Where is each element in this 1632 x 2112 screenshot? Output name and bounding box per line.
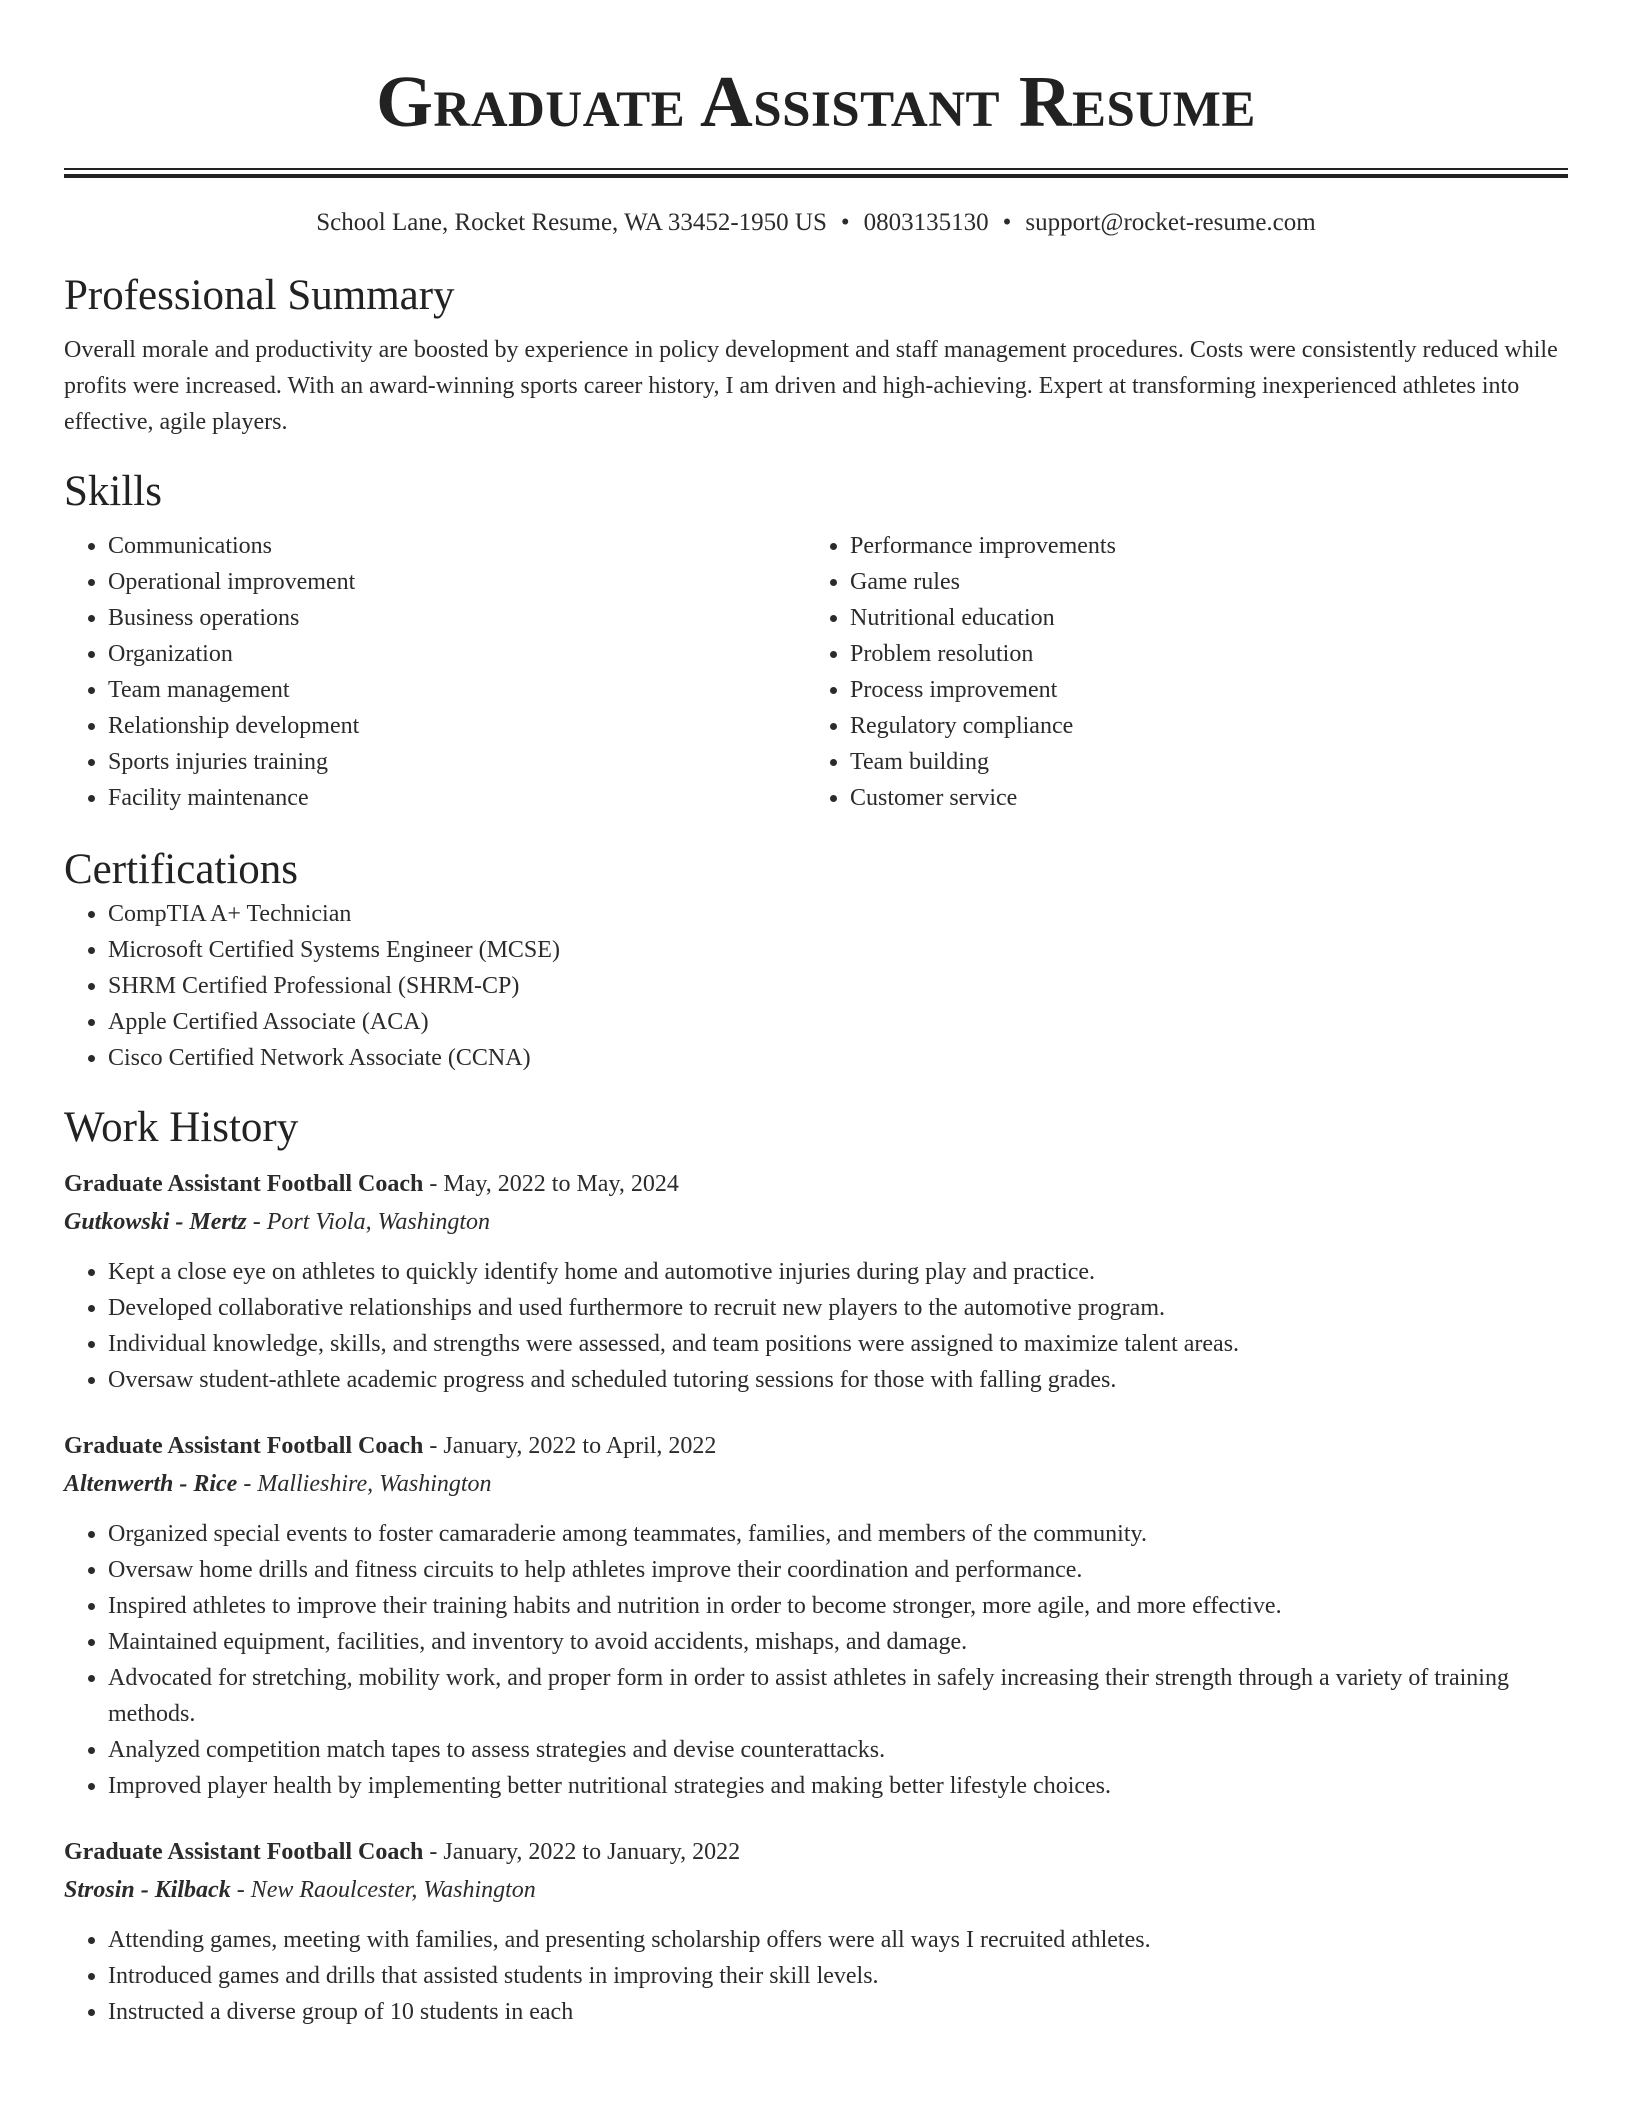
job-duties-list [64,1516,1568,1804]
job-entry [64,1166,1568,1398]
skills-heading: Skills [64,468,162,515]
skill-item: • Organization [108,636,806,672]
job-title: Graduate Assistant Football Coach [64,1433,424,1459]
company-name: Altenwerth - Rice [64,1471,238,1497]
skill-item: • Relationship development [108,708,806,744]
certification-item: • Microsoft Certified Systems Engineer (MCSE) [108,932,1568,968]
contact-separator: • [840,209,850,236]
skill-item: • Sports injuries training [108,744,806,780]
job-header [64,1834,1568,1870]
job-entry [64,1428,1568,1804]
skill-item: • Game rules [850,564,1548,600]
job-duty: • Advocated for stretching, mobility work, and proper form in order to assist athletes in safely increasing their strength through a variety of training methods. [108,1660,1568,1732]
skill-item: • Communications [108,528,806,564]
skill-item: • Team management [108,672,806,708]
job-dates: - January, 2022 to April, 2022 [423,1433,717,1459]
job-dates: - May, 2022 to May, 2024 [423,1171,679,1197]
skill-item: • Operational improvement [108,564,806,600]
job-dates: - January, 2022 to January, 2022 [423,1839,741,1865]
job-duty: • Organized special events to foster camaraderie among teammates, families, and members of the community. [108,1516,1568,1552]
job-duty: • Developed collaborative relationships and used furthermore to recruit new players to the automotive program. [108,1290,1568,1326]
company-location: - New Raoulcester, Washington [230,1877,536,1903]
certification-item: • Cisco Certified Network Associate (CCNA) [108,1040,1568,1076]
job-employer [64,1202,1568,1242]
skill-item: • Business operations [108,600,806,636]
certification-item: • CompTIA A+ Technician [108,896,1568,932]
job-duty: • Inspired athletes to improve their training habits and nutrition in order to become stronger, more agile, and more effective. [108,1588,1568,1624]
job-title: Graduate Assistant Football Coach [64,1171,424,1197]
job-duty: • Oversaw student-athlete academic progress and scheduled tutoring sessions for those with falling grades. [108,1362,1568,1398]
skills-list-left [64,528,806,816]
skill-item: • Nutritional education [850,600,1548,636]
job-duty: • Individual knowledge, skills, and strengths were assessed, and team positions were assigned to maximize talent areas. [108,1326,1568,1362]
certification-item: • Apple Certified Associate (ACA) [108,1004,1568,1040]
skills-column-right [806,528,1548,816]
work-history-heading: Work History [64,1104,299,1151]
skill-item: • Customer service [850,780,1548,816]
contact-line [64,206,1568,240]
job-duty: • Maintained equipment, facilities, and inventory to avoid accidents, mishaps, and damage. [108,1624,1568,1660]
skill-item: • Facility maintenance [108,780,806,816]
contact-separator: • [1002,209,1012,236]
certification-item: • SHRM Certified Professional (SHRM-CP) [108,968,1568,1004]
job-duty: • Attending games, meeting with families, and presenting scholarship offers were all ways I recruited athletes. [108,1922,1568,1958]
certifications-list [64,896,1568,1076]
company-location: - Mallieshire, Washington [237,1471,492,1497]
company-name: Strosin - Kilback [64,1877,231,1903]
skill-item: • Team building [850,744,1548,780]
job-duty: • Introduced games and drills that assisted students in improving their skill levels. [108,1958,1568,1994]
job-employer [64,1464,1568,1504]
skill-item: • Performance improvements [850,528,1548,564]
skill-item: • Process improvement [850,672,1548,708]
company-location: - Port Viola, Washington [246,1209,491,1235]
job-header [64,1166,1568,1202]
certifications-heading: Certifications [64,846,299,893]
job-duty: • Improved player health by implementing better nutritional strategies and making better lifestyle choices. [108,1768,1568,1804]
job-header [64,1428,1568,1464]
skill-item: • Regulatory compliance [850,708,1548,744]
skills-list-right [806,528,1548,816]
job-duty: • Oversaw home drills and fitness circuits to help athletes improve their coordination and performance. [108,1552,1568,1588]
summary-heading: Professional Summary [64,272,455,319]
contact-phone: 0803135130 [863,209,989,236]
job-duties-list [64,1922,1568,2030]
skills-column-left [64,528,806,816]
contact-email[interactable]: support@rocket-resume.com [1025,209,1316,236]
resume-title: Graduate Assistant Resume [376,61,1256,142]
job-employer [64,1870,1568,1910]
job-duty: • Kept a close eye on athletes to quickly identify home and automotive injuries during play and practice. [108,1254,1568,1290]
job-duties-list [64,1254,1568,1398]
skills-grid [64,528,1568,816]
title-divider [64,168,1568,178]
job-entry [64,1834,1568,2030]
summary-text: Overall morale and productivity are boosted by experience in policy development and staff management procedures. Costs were consistently reduced while profits were increased. With an award-winning sports career history, I am driven and high-achieving. Expert at transforming inexperienced athletes into effective, agile players. [64,337,1558,435]
skill-item: • Problem resolution [850,636,1548,672]
job-duty: • Analyzed competition match tapes to assess strategies and devise counterattacks. [108,1732,1568,1768]
contact-address: School Lane, Rocket Resume, WA 33452-1950 US [316,209,827,236]
company-name: Gutkowski - Mertz [64,1209,247,1235]
job-title: Graduate Assistant Football Coach [64,1839,424,1865]
job-duty: • Instructed a diverse group of 10 students in each [108,1994,1568,2030]
